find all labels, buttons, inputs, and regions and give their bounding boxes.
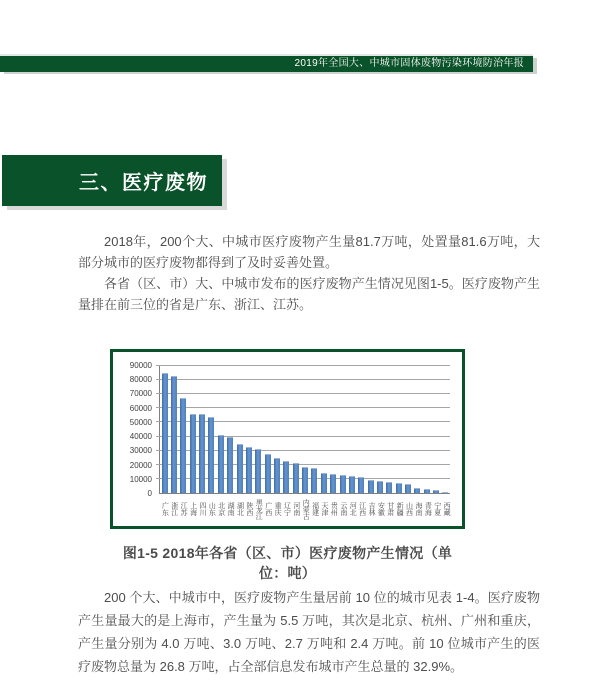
section-title-text: 三、医疗废物 (79, 172, 208, 194)
bar-江西 (358, 477, 364, 493)
bar-青海 (424, 489, 430, 494)
bar-slot (254, 366, 263, 493)
bar-slot (207, 366, 216, 493)
x-axis-label-吉林: 吉林 (367, 502, 375, 516)
bar-陕西 (246, 447, 252, 493)
bar-海南 (414, 488, 420, 493)
bar-四川 (199, 414, 205, 493)
bar-slot (394, 366, 403, 493)
chart-x-axis (159, 495, 450, 523)
bar-河北 (349, 476, 355, 493)
x-axis-label-福建: 福建 (311, 502, 319, 516)
x-axis-label-湖南: 湖南 (227, 502, 235, 516)
bar-slot (272, 366, 281, 493)
bar-slot (235, 366, 244, 493)
bar-slot (366, 366, 375, 493)
bar-内蒙古 (302, 467, 308, 493)
bar-slot (375, 366, 384, 493)
paragraph-production-summary: 2018年，200个大、中城市医疗废物产生量81.7万吨，处置量81.6万吨，大部分城市的医疗废物都得到了及时妥善处置。 (78, 234, 540, 270)
x-axis-label-江苏: 江苏 (180, 502, 188, 516)
bar-slot (169, 366, 178, 493)
x-axis-label-天津: 天津 (321, 502, 329, 516)
y-axis-tick-label: 10000 (129, 474, 152, 484)
bar-slot (347, 366, 356, 493)
bar-slot (385, 366, 394, 493)
bar-新疆 (396, 483, 402, 493)
y-axis-tick-label: 0 (147, 489, 152, 498)
bar-天津 (321, 473, 327, 493)
x-axis-label-内蒙古: 内蒙古 (302, 498, 310, 520)
bar-辽宁 (283, 461, 289, 493)
bar-湖北 (237, 444, 243, 493)
x-axis-label-青海: 青海 (424, 502, 432, 516)
y-axis-tick-label: 80000 (129, 375, 152, 385)
bar-贵州 (330, 474, 336, 493)
x-axis-label-广东: 广东 (161, 502, 169, 516)
report-title-text: 2019年全国大、中城市固体废物污染环境防治年报 (294, 58, 524, 69)
bar-黑龙江 (255, 449, 261, 493)
bar-吉林 (368, 480, 374, 493)
bar-slot (188, 366, 197, 493)
x-axis-label-新疆: 新疆 (396, 502, 404, 516)
bar-宁夏 (433, 490, 439, 493)
bar-山东 (208, 417, 214, 493)
bar-安徽 (377, 481, 383, 493)
bar-浙江 (171, 376, 177, 493)
bar-上海 (190, 414, 196, 493)
bar-slot (338, 366, 347, 493)
bar-slot (319, 366, 328, 493)
x-axis-label-河北: 河北 (349, 502, 357, 516)
bar-山西 (405, 484, 411, 493)
chart-bars (160, 366, 450, 493)
figure-caption: 图1-5 2018年各省（区、市）医疗废物产生情况（单位：吨） (122, 545, 453, 581)
x-axis-label-云南: 云南 (339, 502, 347, 516)
x-axis-label-江西: 江西 (358, 502, 366, 516)
x-axis-label-河南: 河南 (292, 502, 300, 516)
bar-湖南 (227, 437, 233, 493)
x-axis-label-上海: 上海 (189, 502, 197, 516)
medical-waste-bar-chart (110, 349, 465, 529)
y-axis-tick-label: 90000 (129, 361, 152, 370)
x-axis-label-北京: 北京 (217, 502, 225, 516)
bar-slot (310, 366, 319, 493)
bar-甘肃 (386, 482, 392, 493)
y-axis-tick-label: 30000 (129, 446, 152, 456)
x-axis-label-贵州: 贵州 (330, 502, 338, 516)
bar-河南 (293, 463, 299, 493)
x-axis-label-黑龙江: 黑龙江 (255, 498, 263, 520)
y-axis-tick-label: 40000 (129, 432, 152, 442)
top10-cities-paragraph-wrap (78, 586, 540, 678)
bar-重庆 (274, 458, 280, 493)
x-axis-label-甘肃: 甘肃 (386, 502, 394, 516)
y-axis-tick-label: 60000 (129, 403, 152, 413)
bar-slot (441, 366, 450, 493)
bar-slot (357, 366, 366, 493)
bar-slot (282, 366, 291, 493)
bar-slot (160, 366, 169, 493)
page-header-banner (0, 56, 533, 72)
x-axis-label-陕西: 陕西 (245, 502, 253, 516)
bar-slot (263, 366, 272, 493)
bar-江苏 (180, 398, 186, 493)
x-axis-label-山东: 山东 (208, 502, 216, 516)
y-axis-tick-label: 50000 (129, 417, 152, 427)
bar-slot (300, 366, 309, 493)
bar-slot (328, 366, 337, 493)
bar-slot (179, 366, 188, 493)
bar-北京 (218, 435, 224, 493)
bar-slot (197, 366, 206, 493)
bar-slot (403, 366, 412, 493)
x-axis-label-海南: 海南 (414, 502, 422, 516)
y-axis-tick-label: 20000 (129, 460, 152, 470)
paragraph-province-ranking: 各省（区、市）大、中城市发布的医疗废物产生情况见图1-5。医疗废物产生量排在前三位的省是广东、浙江、江苏。 (78, 276, 540, 312)
bar-slot (413, 366, 422, 493)
intro-paragraphs (78, 231, 540, 315)
section-title-box (2, 155, 222, 206)
bar-广东 (162, 373, 168, 493)
x-axis-label-安徽: 安徽 (377, 502, 385, 516)
x-axis-label-湖北: 湖北 (236, 502, 244, 516)
paragraph-top10-cities: 200 个大、中城市中，医疗废物产生量居前 10 位的城市见表 1-4。医疗废物产生量最大的是上海市，产生量为 5.5 万吨，其次是北京、杭州、广州和重庆，产生量分别为 4.0 万吨、3.0 万吨、2.7 万吨和 2.4 万吨。前 10 位城市产生的医疗废物总量为 26.8 万吨，占全部信息发布城市产生总量的 32.9%。 (78, 590, 540, 674)
bar-广西 (265, 454, 271, 494)
x-axis-label-西藏: 西藏 (443, 502, 451, 516)
x-axis-label-山西: 山西 (405, 502, 413, 516)
bar-slot (422, 366, 431, 493)
chart-plot-area (159, 366, 450, 494)
x-axis-label-辽宁: 辽宁 (283, 502, 291, 516)
bar-云南 (340, 475, 346, 493)
x-axis-label-四川: 四川 (198, 502, 206, 516)
bar-slot (431, 366, 440, 493)
bar-福建 (311, 468, 317, 493)
bar-slot (226, 366, 235, 493)
bar-slot (244, 366, 253, 493)
chart-y-axis (113, 361, 155, 498)
x-axis-label-广西: 广西 (264, 502, 272, 516)
x-axis-label-浙江: 浙江 (170, 502, 178, 516)
bar-西藏 (442, 492, 448, 493)
x-axis-label-宁夏: 宁夏 (433, 502, 441, 516)
bar-slot (216, 366, 225, 493)
bar-slot (291, 366, 300, 493)
x-axis-label-重庆: 重庆 (274, 502, 282, 516)
y-axis-tick-label: 70000 (129, 389, 152, 399)
